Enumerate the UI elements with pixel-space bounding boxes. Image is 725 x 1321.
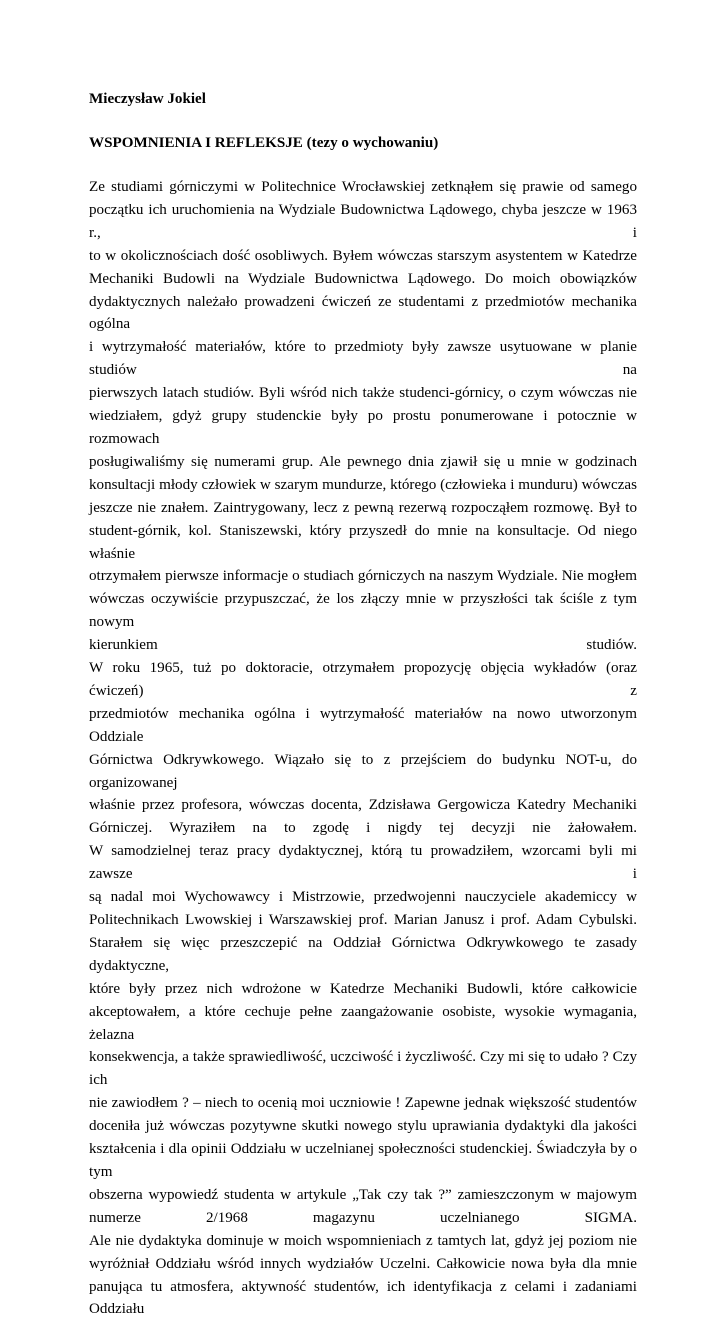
text-line: Starałem się więc przeszczepić na Oddział Górnictwa Odkrywkowego te zasady dydaktyczne,	[89, 932, 637, 978]
text-line: konsultacji młody człowiek w szarym mundurze, którego (człowieka i munduru) wówczas	[89, 474, 637, 497]
text-line: student-górnik, kol. Staniszewski, który przyszedł do mnie na konsultacje. Od niego właśnie	[89, 520, 637, 566]
text-line: są nadal moi Wychowawcy i Mistrzowie, przedwojenni nauczyciele akademiccy w	[89, 886, 637, 909]
text-line: i wytrzymałość materiałów, które to przedmioty były zawsze usytuowane w planie studiów na	[89, 336, 637, 382]
text-line: obszerna wypowiedź studenta w artykule „Tak czy tak ?” zamieszczonym w majowym	[89, 1184, 637, 1207]
body-paragraph	[89, 1230, 637, 1321]
text-line: właśnie przez profesora, wówczas docenta, Zdzisława Gergowicza Katedry Mechaniki	[89, 794, 637, 817]
text-line: konsekwencja, a także sprawiedliwość, uczciwość i życzliwość. Czy mi się to udało ? Czy ich	[89, 1046, 637, 1092]
text-line: to w okolicznościach dość osobliwych. Byłem wówczas starszym asystentem w Katedrze	[89, 245, 637, 268]
text-line: Ale nie dydaktyka dominuje w moich wspomnieniach z tamtych lat, gdyż jej poziom nie	[89, 1230, 637, 1253]
text-line: panująca tu atmosfera, aktywność studentów, ich identyfikacja z celami i zadaniami Oddziału	[89, 1276, 637, 1321]
text-line: Mechaniki Budowli na Wydziale Budownictwa Lądowego. Do moich obowiązków	[89, 268, 637, 291]
text-line: początku ich uruchomienia na Wydziale Budownictwa Lądowego, chyba jeszcze w 1963 r., i	[89, 199, 637, 245]
text-line: otrzymałem pierwsze informacje o studiach górniczych na naszym Wydziale. Nie mogłem	[89, 565, 637, 588]
text-line: Ze studiami górniczymi w Politechnice Wrocławskiej zetknąłem się prawie od samego	[89, 176, 637, 199]
text-line: posługiwaliśmy się numerami grup. Ale pewnego dnia zjawił się u mnie w godzinach	[89, 451, 637, 474]
text-line: W samodzielnej teraz pracy dydaktycznej, którą tu prowadziłem, wzorcami byli mi zawsze i	[89, 840, 637, 886]
document-title: WSPOMNIENIA I REFLEKSJE (tezy o wychowaniu)	[89, 132, 637, 154]
text-line: jeszcze nie znałem. Zaintrygowany, lecz z pewną rezerwą rozpocząłem rozmowę. Był to	[89, 497, 637, 520]
body-paragraph	[89, 657, 637, 1230]
text-line: wówczas oczywiście przypuszczać, że los złączy mnie w przyszłości tak ściśle z tym nowym	[89, 588, 637, 634]
text-line: pierwszych latach studiów. Byli wśród nich także studenci-górnicy, o czym wówczas nie	[89, 382, 637, 405]
text-line: nie zawiodłem ? – niech to ocenią moi uczniowie ! Zapewne jednak większość studentów	[89, 1092, 637, 1115]
text-line: Politechnikach Lwowskiej i Warszawskiej prof. Marian Janusz i prof. Adam Cybulski.	[89, 909, 637, 932]
document-body	[89, 176, 637, 1321]
text-line: akceptowałem, a które cechuje pełne zaangażowanie osobiste, wysokie wymagania, żelazna	[89, 1001, 637, 1047]
author-name: Mieczysław Jokiel	[89, 88, 637, 110]
document-page	[89, 88, 637, 1321]
text-line: przedmiotów mechanika ogólna i wytrzymałość materiałów na nowo utworzonym Oddziale	[89, 703, 637, 749]
text-line: doceniła już wówczas pozytywne skutki nowego stylu uprawiania dydaktyki dla jakości	[89, 1115, 637, 1138]
text-line: numerze 2/1968 magazynu uczelnianego SIGMA.	[89, 1207, 637, 1230]
text-line: wiedziałem, gdyż grupy studenckie były po prostu ponumerowane i potocznie w rozmowach	[89, 405, 637, 451]
text-line: które były przez nich wdrożone w Katedrze Mechaniki Budowli, które całkowicie	[89, 978, 637, 1001]
text-line: Górnictwa Odkrywkowego. Wiązało się to z przejściem do budynku NOT-u, do organizowanej	[89, 749, 637, 795]
text-line: W roku 1965, tuż po doktoracie, otrzymałem propozycję objęcia wykładów (oraz ćwiczeń) z	[89, 657, 637, 703]
text-line: wyróżniał Oddziału wśród innych wydziałów Uczelni. Całkowicie nowa była dla mnie	[89, 1253, 637, 1276]
text-line: dydaktycznych należało prowadzeni ćwiczeń ze studentami z przedmiotów mechanika ogólna	[89, 291, 637, 337]
text-line: kierunkiem studiów.	[89, 634, 637, 657]
text-line: Górniczej. Wyraziłem na to zgodę i nigdy tej decyzji nie żałowałem.	[89, 817, 637, 840]
text-line: kształcenia i dla opinii Oddziału w uczelnianej społeczności studenckiej. Świadczyła by o tym	[89, 1138, 637, 1184]
body-paragraph	[89, 176, 637, 657]
